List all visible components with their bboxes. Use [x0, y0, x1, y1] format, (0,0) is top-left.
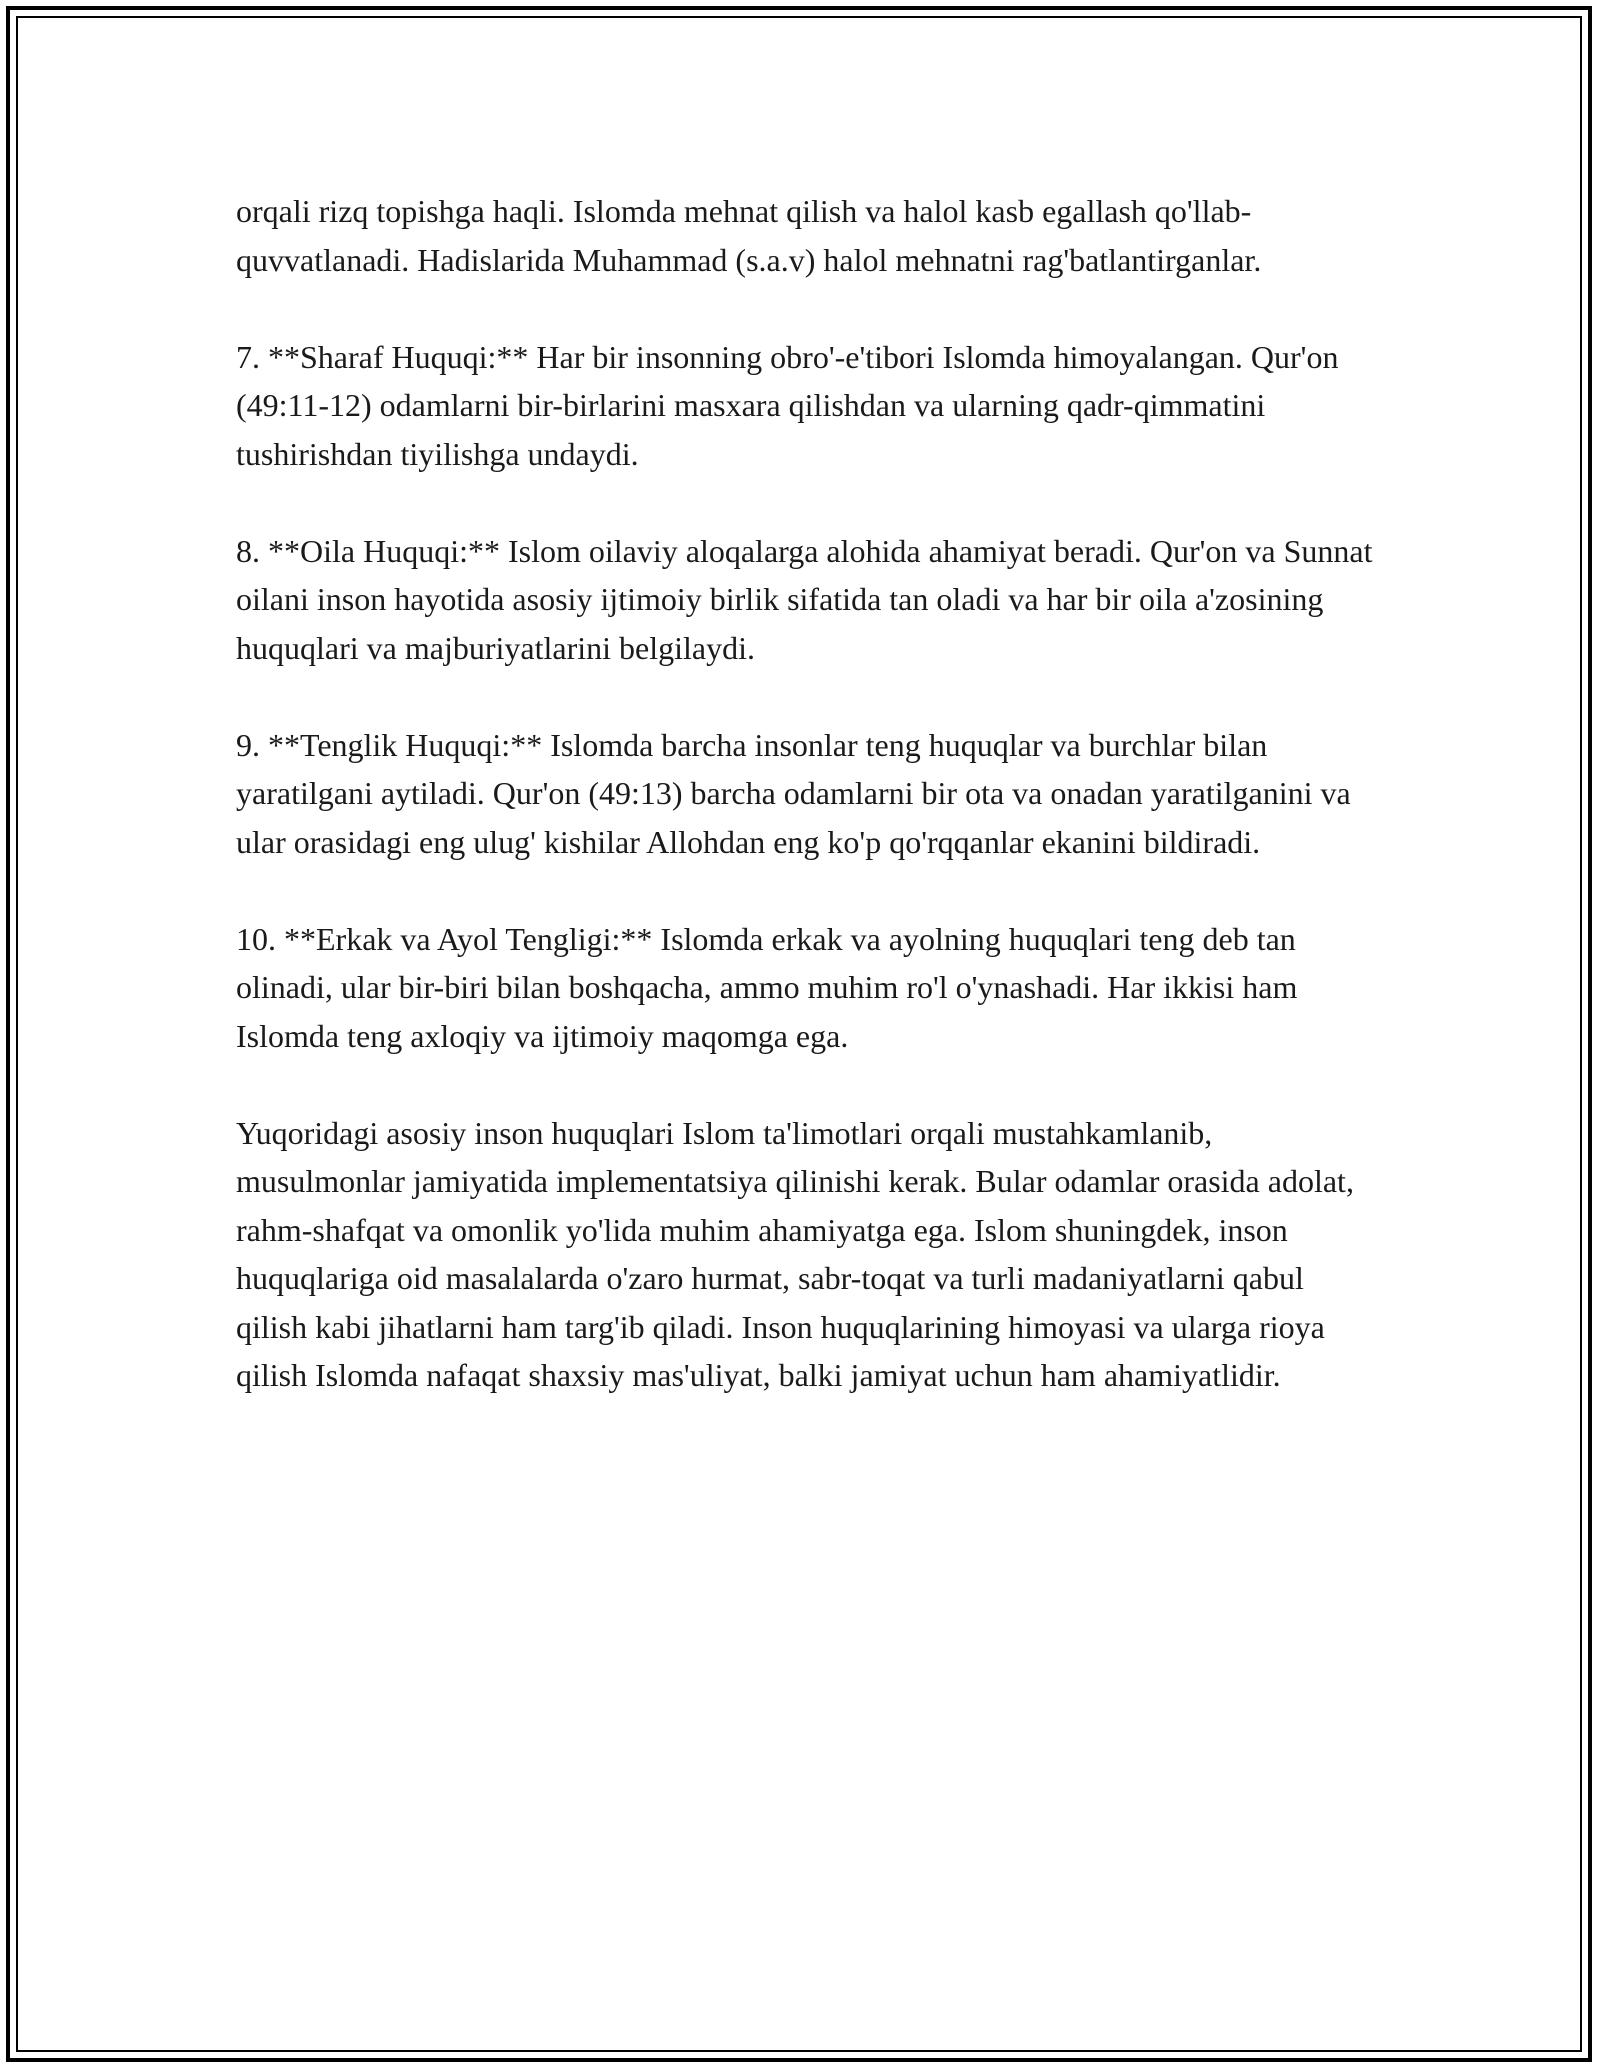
paragraph-item-8: 8. **Oila Huquqi:** Islom oilaviy aloqalarga alohida ahamiyat beradi. Qur'on va Sunnat oilani inson hayotida asosiy ijtimoiy birlik sifatida tan oladi va har bir oila a'zosining huquqlari va majburiyatlarini belgilaydi.: [236, 532, 1373, 666]
paragraph-continuation: orqali rizq topishga haqli. Islomda mehnat qilish va halol kasb egallash qo'llab-quvvatlanadi. Hadislarida Muhammad (s.a.v) halol mehnatni rag'batlantirganlar.: [236, 193, 1262, 278]
paragraph-item-9: 9. **Tenglik Huquqi:** Islomda barcha insonlar teng huquqlar va burchlar bilan yaratilgani aytiladi. Qur'on (49:13) barcha odamlarni bir ota va onadan yaratilganini va ular orasidagi eng ulug' kishilar Allohdan eng ko'p qo'rqqanlar ekanini bildiradi.: [236, 726, 1351, 860]
paragraph-conclusion: Yuqoridagi asosiy inson huquqlari Islom ta'limotlari orqali mustahkamlanib, musulmonlar jamiyatida implementatsiya qilinishi kerak. Bular odamlar orasida adolat, rahm-shafqat va omonlik yo'lida muhim ahamiyatga ega. Islom shuningdek, inson huquqlariga oid masalalarda o'zaro hurmat, sabr-toqat va turli madaniyatlarni qabul qilish kabi jihatlarni ham targ'ib qiladi. Inson huquqlarining himoyasi va ularga rioya qilish Islomda nafaqat shaxsiy mas'uliyat, balki jamiyat uchun ham ahamiyatlidir.: [236, 1114, 1354, 1393]
document-body: [236, 187, 1376, 1400]
paragraph-item-10: 10. **Erkak va Ayol Tengligi:** Islomda erkak va ayolning huquqlari teng deb tan olinadi, ular bir-biri bilan boshqacha, ammo muhim ro'l o'ynashadi. Har ikkisi ham Islomda teng axloqiy va ijtimoiy maqomga ega.: [236, 920, 1298, 1054]
paragraph-item-7: 7. **Sharaf Huquqi:** Har bir insonning obro'-e'tibori Islomda himoyalangan. Qur'on (49:11-12) odamlarni bir-birlarini masxara qilishdan va ularning qadr-qimmatini tushirishdan tiyilishga undaydi.: [236, 338, 1339, 472]
